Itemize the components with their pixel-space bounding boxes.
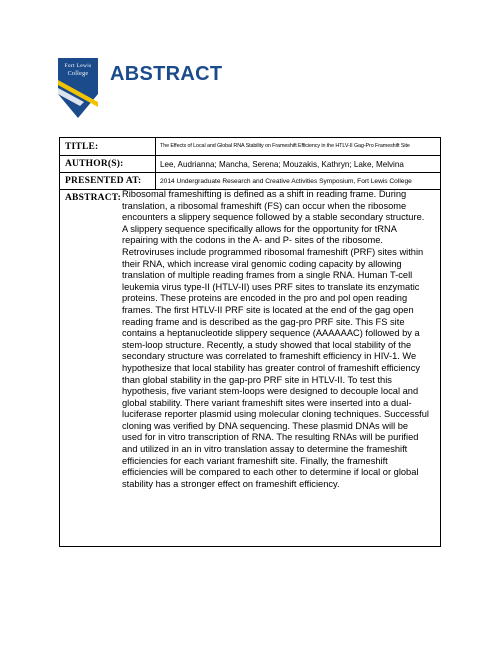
logo-text-line1: Fort Lewis <box>64 63 92 69</box>
authors-row <box>60 156 440 173</box>
college-logo <box>58 58 98 118</box>
presented-value: 2014 Undergraduate Research and Creative Activities Symposium, Fort Lewis College <box>160 178 412 185</box>
presented-label: PRESENTED AT: <box>65 176 142 186</box>
logo-text-line2: College <box>67 71 89 77</box>
page-heading: ABSTRACT <box>110 63 223 85</box>
title-value: The Effects of Local and Global RNA Stability on Frameshift Efficiency in the HTLV-II Gag-Pro Frameshift Site <box>160 143 410 149</box>
title-row <box>60 138 440 156</box>
authors-value: Lee, Audrianna; Mancha, Serena; Mouzakis, Kathryn; Lake, Melvina <box>160 160 404 169</box>
abstract-text: Ribosomal frameshifting is defined as a shift in reading frame. During translation, a ribosomal frameshift (FS) can occur when the ribosome encounters a slippery sequence followed by a stable secondary structure. A slippery sequence specifically allows for the opportunity for tRNA repairing with the codons in the A- and P- sites of the ribosome. Retroviruses include programmed ribosomal frameshift (PRF) sites within their RNA, which increase viral genomic coding capacity by allowing translation of multiple reading frames from a single RNA. Human T-cell leukemia virus type-II (HTLV-II) uses PRF sites to translate its enzymatic proteins. These proteins are encoded in the pro and pol open reading frames. The first HTLV-II PRF site is located at the end of the gag open reading frame and is described as the gag-pro PRF site. This FS site contains a heptanucleotide slippery sequence (AAAAAAC) followed by a stem-loop structure. Recently, a study showed that local stability of the secondary structure was correlated to frameshift efficiency in HIV-1. We hypothesize that local stability has greater control of frameshift efficiency than global stability in the gap-pro PRF site in HTLV-II. To test this hypothesis, five variant stem-loops were designed to decouple local and global stability. There variant frameshift sites were inserted into a dual-luciferase reporter plasmid using molecular cloning techniques. Successful cloning was verified by DNA sequencing. These plasmid DNAs will be used for in vitro transcription of RNA. The resulting RNAs will be purified and utilized in an in vitro translation assay to determine the frameshift efficiencies for each variant frameshift site. Finally, the frameshift efficiencies will be compared to each other to determine if local or global stability has a stronger effect on frameshift efficiency. <box>122 189 429 489</box>
abstract-label: ABSTRACT: <box>65 193 121 203</box>
title-label: TITLE: <box>65 142 99 152</box>
abstract-form <box>59 137 441 547</box>
presented-row <box>60 173 440 190</box>
authors-label: AUTHOR(S): <box>65 159 124 169</box>
